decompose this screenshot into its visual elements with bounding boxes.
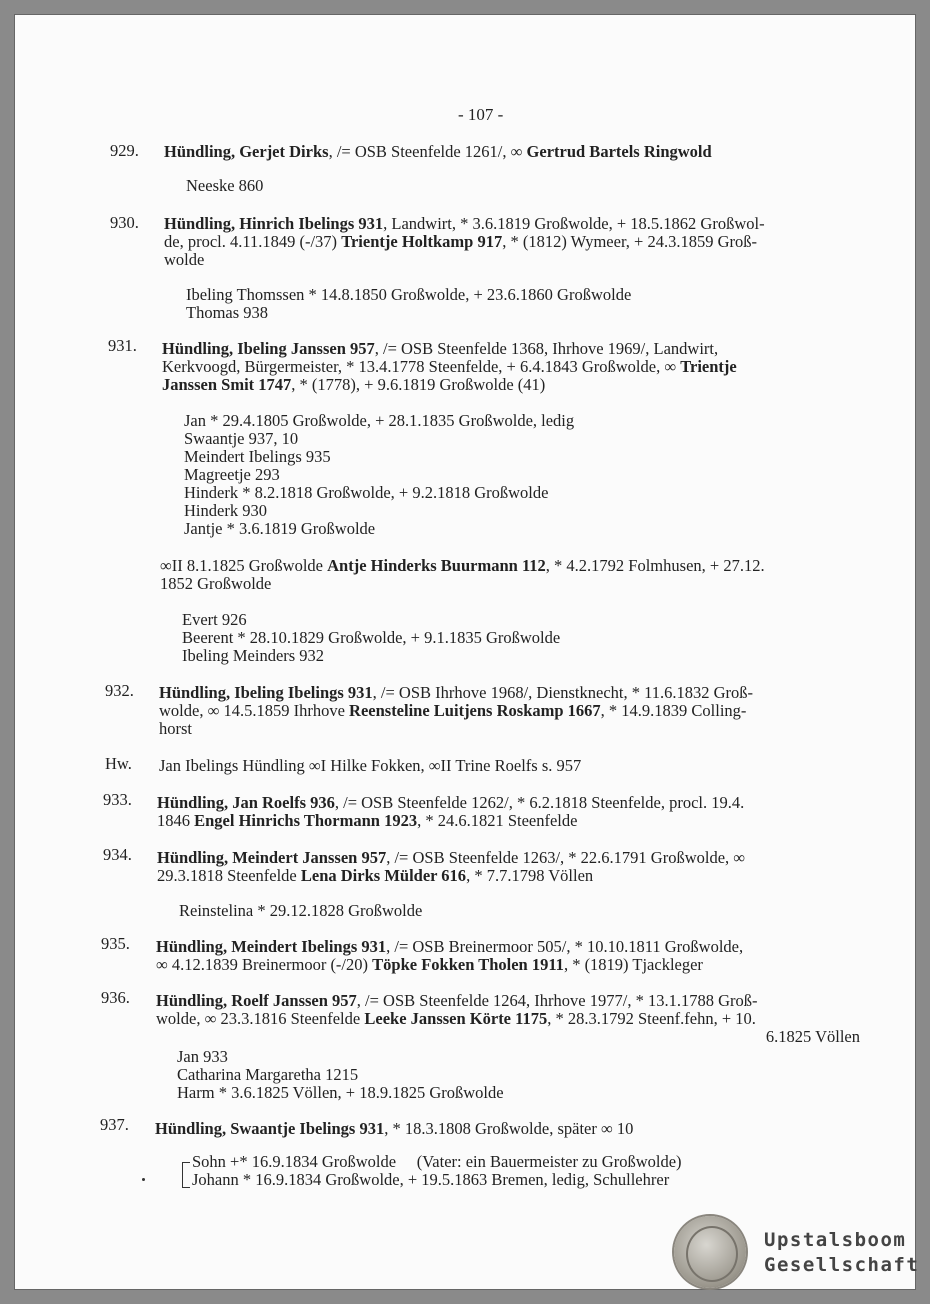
entry-number: Hw. [105,754,132,773]
children-929: Neeske 860 [186,176,264,195]
entry-number: 933. [103,790,132,809]
entry-hw: Jan Ibelings Hündling ∞I Hilke Fokken, ∞II Trine Roelfs s. 957 [159,756,582,775]
entry-932: Hündling, Ibeling Ibelings 931, /= OSB Ihrhove 1968/, Dienstknecht, * 11.6.1832 Groß- wolde, ∞ 14.5.1859 Ihrhove Reensteline Luitjens Roskamp 1667, * 14.9.1839 Colling- horst [159,683,754,738]
speck [142,1178,145,1181]
entry-935: Hündling, Meindert Ibelings 931, /= OSB Breinermoor 505/, * 10.10.1811 Großwolde, ∞ 4.12.1839 Breinermoor (-/20) Töpke Fokken Tholen 1911, * (1819) Tjackleger [156,937,744,974]
children-936: Jan 933 Catharina Margaretha 1215 Harm * 3.6.1825 Völlen, + 18.9.1825 Großwolde [177,1047,504,1102]
children2-931: Evert 926 Beerent * 28.10.1829 Großwolde, + 9.1.1835 Großwolde Ibeling Meinders 932 [182,610,561,665]
entry-937: Hündling, Swaantje Ibelings 931, * 18.3.1808 Großwolde, später ∞ 10 [155,1119,634,1138]
entry-936: Hündling, Roelf Janssen 957, /= OSB Steenfelde 1264, Ihrhove 1977/, * 13.1.1788 Groß- wolde, ∞ 23.3.1816 Steenfelde Leeke Janssen Körte 1175, * 28.3.1792 Steenf.fehn, + 10. 6.1825 Völlen [156,991,860,1046]
entry-number: 929. [110,141,139,160]
entry-number: 931. [108,336,137,355]
entry-number: 932. [105,681,134,700]
entry-930: Hündling, Hinrich Ibelings 931, Landwirt, * 3.6.1819 Großwolde, + 18.5.1862 Großwol- de, procl. 4.11.1849 (-/37) Trientje Holtkamp 917, * (1812) Wymeer, + 24.3.1859 Groß- wolde [164,214,765,269]
seal-logo-icon [674,1216,746,1288]
entry-929: Hündling, Gerjet Dirks, /= OSB Steenfelde 1261/, ∞ Gertrud Bartels Ringwold [164,142,712,161]
document-page [14,14,920,1290]
page-number: - 107 - [458,105,504,124]
entry-number: 936. [101,988,130,1007]
children-930: Ibeling Thomssen * 14.8.1850 Großwolde, + 23.6.1860 Großwolde Thomas 938 [186,285,632,322]
children-934: Reinstelina * 29.12.1828 Großwolde [179,901,423,920]
children-937: Sohn +* 16.9.1834 Großwolde (Vater: ein Bauermeister zu Großwolde) Johann * 16.9.1834 Großwolde, + 19.5.1863 Bremen, ledig, Schullehrer [192,1152,682,1189]
second-marriage-931: ∞II 8.1.1825 Großwolde Antje Hinderks Buurmann 112, * 4.2.1792 Folmhusen, + 27.12. 1852 Großwolde [160,556,765,593]
entry-number: 935. [101,934,130,953]
entry-number: 937. [100,1115,129,1134]
twins-bracket [182,1162,190,1188]
entry-number: 930. [110,213,139,232]
entry-931: Hündling, Ibeling Janssen 957, /= OSB Steenfelde 1368, Ihrhove 1969/, Landwirt, Kerkvoogd, Bürgermeister, * 13.4.1778 Steenfelde, + 6.4.1843 Großwolde, ∞ Trientje Janssen Smit 1747, * (1778), + 9.6.1819 Großwolde (41) [162,339,737,394]
entry-933: Hündling, Jan Roelfs 936, /= OSB Steenfelde 1262/, * 6.2.1818 Steenfelde, procl. 19.4. 1846 Engel Hinrichs Thormann 1923, * 24.6.1821 Steenfelde [157,793,745,830]
publisher-logo-text: Upstalsboom Gesellschaft [764,1229,920,1276]
children-931: Jan * 29.4.1805 Großwolde, + 28.1.1835 Großwolde, ledig Swaantje 937, 10 Meindert Ibelings 935 Magreetje 293 Hinderk * 8.2.1818 Großwolde, + 9.2.1818 Großwolde Hinderk 930 Jantje * 3.6.1819 Großwolde [184,411,575,538]
entry-number: 934. [103,845,132,864]
entry-934: Hündling, Meindert Janssen 957, /= OSB Steenfelde 1263/, * 22.6.1791 Großwolde, ∞ 29.3.1818 Steenfelde Lena Dirks Mülder 616, * 7.7.1798 Völlen [157,848,746,885]
